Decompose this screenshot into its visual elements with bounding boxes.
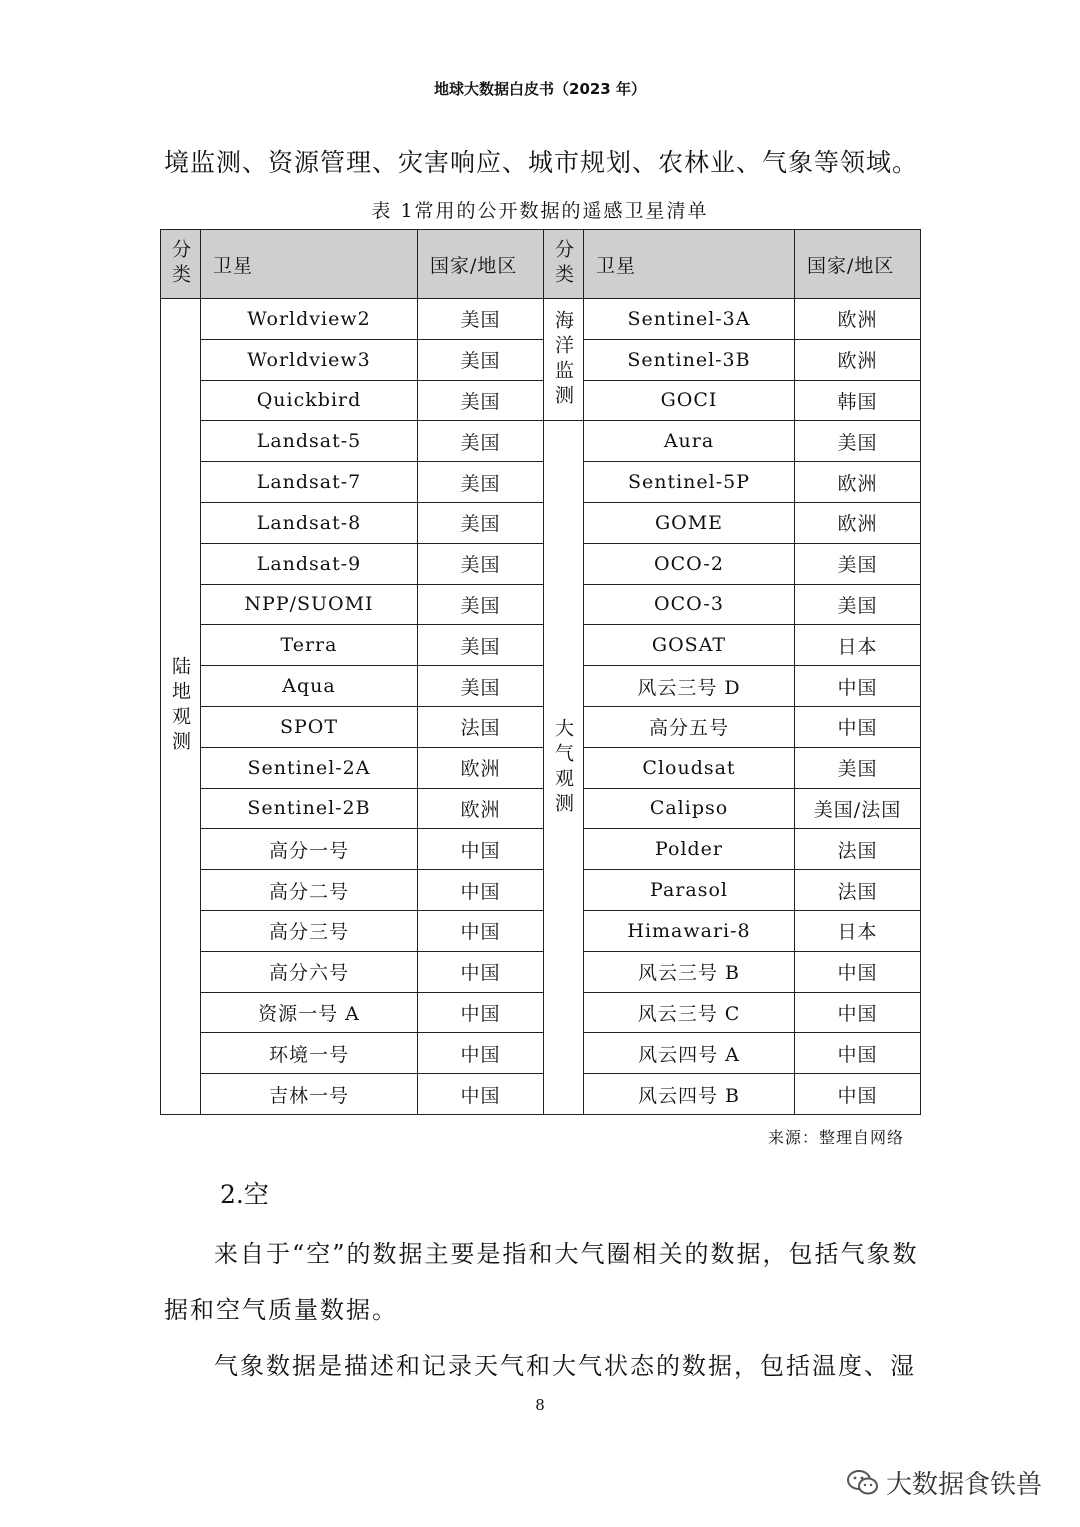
country-name: 中国: [418, 992, 544, 1033]
satellite-name: Aqua: [201, 666, 418, 707]
satellite-name: Polder: [584, 829, 795, 870]
table-row: [161, 706, 921, 747]
satellite-name: 风云三号 C: [584, 992, 795, 1033]
table-row: [161, 421, 921, 462]
satellite-name: OCO-2: [584, 543, 795, 584]
satellite-name: 高分一号: [201, 829, 418, 870]
country-name: 美国: [418, 462, 544, 503]
satellite-name: Sentinel-3A: [584, 299, 795, 340]
country-name: 美国: [418, 625, 544, 666]
country-name: 法国: [795, 829, 921, 870]
table-row: [161, 910, 921, 951]
table-row: [161, 462, 921, 503]
country-name: 欧洲: [795, 502, 921, 543]
table-row: [161, 1033, 921, 1074]
country-name: 日本: [795, 910, 921, 951]
category-group: 海洋监测: [544, 299, 584, 421]
country-name: 美国: [418, 421, 544, 462]
table-row: [161, 502, 921, 543]
table-row: [161, 788, 921, 829]
table-row: [161, 543, 921, 584]
satellite-name: 资源一号 A: [201, 992, 418, 1033]
country-name: 美国: [418, 584, 544, 625]
country-name: 美国: [795, 584, 921, 625]
table-row: [161, 380, 921, 421]
table-row: [161, 299, 921, 340]
satellite-name: Sentinel-2B: [201, 788, 418, 829]
header-satellite: 卫星: [584, 230, 795, 299]
satellite-name: GOSAT: [584, 625, 795, 666]
satellite-name: Worldview3: [201, 339, 418, 380]
satellite-name: 环境一号: [201, 1033, 418, 1074]
watermark: [846, 1464, 1042, 1501]
satellite-name: Himawari-8: [584, 910, 795, 951]
satellite-name: GOME: [584, 502, 795, 543]
satellite-name: 高分五号: [584, 706, 795, 747]
table-header-row: [161, 230, 921, 299]
table-row: [161, 1074, 921, 1115]
country-name: 美国: [418, 666, 544, 707]
satellite-name: Terra: [201, 625, 418, 666]
table-row: [161, 584, 921, 625]
watermark-text: 大数据食铁兽: [886, 1470, 1043, 1500]
page-number: 8: [535, 1396, 545, 1414]
satellite-name: 高分三号: [201, 910, 418, 951]
table-row: [161, 951, 921, 992]
category-land: 陆地观测: [161, 299, 201, 1115]
country-name: 中国: [418, 1033, 544, 1074]
country-name: 美国: [418, 339, 544, 380]
country-name: 美国: [418, 380, 544, 421]
country-name: 欧洲: [418, 747, 544, 788]
satellite-name: Worldview2: [201, 299, 418, 340]
satellite-name: Landsat-5: [201, 421, 418, 462]
satellite-name: NPP/SUOMI: [201, 584, 418, 625]
country-name: 欧洲: [795, 339, 921, 380]
country-name: 韩国: [795, 380, 921, 421]
country-name: 美国: [795, 421, 921, 462]
table-row: [161, 829, 921, 870]
satellite-name: Sentinel-5P: [584, 462, 795, 503]
country-name: 中国: [795, 706, 921, 747]
country-name: 欧洲: [795, 299, 921, 340]
satellite-name: 风云三号 D: [584, 666, 795, 707]
country-name: 中国: [795, 666, 921, 707]
section-title: 2.空: [220, 1180, 269, 1209]
table-caption: 表 1常用的公开数据的遥感卫星清单: [371, 200, 709, 222]
intro-line: 境监测、资源管理、灾害响应、城市规划、农林业、气象等领域。: [164, 148, 919, 177]
country-name: 中国: [795, 1074, 921, 1115]
country-name: 美国: [418, 502, 544, 543]
country-name: 美国/法国: [795, 788, 921, 829]
country-name: 美国: [795, 543, 921, 584]
header-category: 分类: [544, 230, 584, 299]
satellite-name: Sentinel-2A: [201, 747, 418, 788]
table-row: [161, 870, 921, 911]
country-name: 法国: [418, 706, 544, 747]
satellite-name: Landsat-8: [201, 502, 418, 543]
paragraph: 气象数据是描述和记录天气和大气状态的数据，包括温度、湿: [214, 1352, 916, 1380]
satellite-name: 高分二号: [201, 870, 418, 911]
satellite-name: Landsat-7: [201, 462, 418, 503]
satellite-name: Parasol: [584, 870, 795, 911]
header-satellite: 卫星: [201, 230, 418, 299]
category-group: 大气观测: [544, 421, 584, 1115]
satellite-table: [160, 229, 921, 1115]
satellite-name: Landsat-9: [201, 543, 418, 584]
country-name: 中国: [795, 992, 921, 1033]
satellite-name: 高分六号: [201, 951, 418, 992]
country-name: 中国: [418, 910, 544, 951]
country-name: 中国: [418, 829, 544, 870]
satellite-name: 吉林一号: [201, 1074, 418, 1115]
country-name: 中国: [418, 1074, 544, 1115]
satellite-name: Calipso: [584, 788, 795, 829]
satellite-name: OCO-3: [584, 584, 795, 625]
table-source: 来源：整理自网络: [767, 1128, 904, 1147]
country-name: 日本: [795, 625, 921, 666]
country-name: 欧洲: [795, 462, 921, 503]
satellite-name: 风云三号 B: [584, 951, 795, 992]
country-name: 美国: [418, 543, 544, 584]
wechat-icon: [846, 1468, 880, 1498]
satellite-name: Sentinel-3B: [584, 339, 795, 380]
satellite-name: Aura: [584, 421, 795, 462]
header-country: 国家/地区: [795, 230, 921, 299]
satellite-name: 风云四号 A: [584, 1033, 795, 1074]
satellite-name: 风云四号 B: [584, 1074, 795, 1115]
header-country: 国家/地区: [418, 230, 544, 299]
country-name: 中国: [795, 951, 921, 992]
table-row: [161, 992, 921, 1033]
country-name: 中国: [795, 1033, 921, 1074]
country-name: 中国: [418, 951, 544, 992]
table-row: [161, 339, 921, 380]
satellite-name: GOCI: [584, 380, 795, 421]
running-header: 地球大数据白皮书（2023 年）: [434, 80, 646, 98]
country-name: 美国: [795, 747, 921, 788]
satellite-name: SPOT: [201, 706, 418, 747]
country-name: 中国: [418, 870, 544, 911]
country-name: 法国: [795, 870, 921, 911]
satellite-name: Cloudsat: [584, 747, 795, 788]
satellite-name: Quickbird: [201, 380, 418, 421]
country-name: 欧洲: [418, 788, 544, 829]
table-row: [161, 747, 921, 788]
table-row: [161, 625, 921, 666]
table-row: [161, 666, 921, 707]
header-category: 分类: [161, 230, 201, 299]
country-name: 美国: [418, 299, 544, 340]
paragraph: 来自于“空”的数据主要是指和大气圈相关的数据，包括气象数据和空气质量数据。: [164, 1240, 919, 1324]
